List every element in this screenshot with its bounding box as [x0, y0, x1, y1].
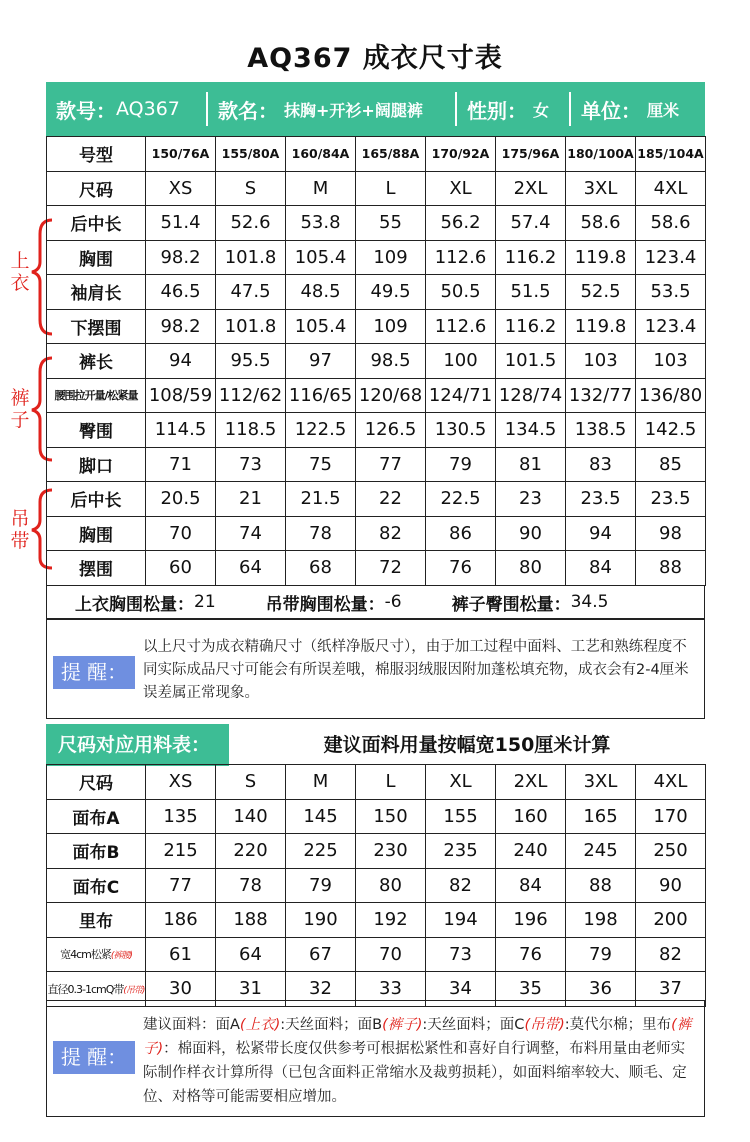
table-row [47, 413, 706, 448]
table-cell: 160 [496, 799, 566, 834]
gender-label: 性别： [467, 98, 527, 123]
gender-value: 女 [533, 100, 550, 120]
table-row [47, 206, 706, 241]
reminder-box-1 [46, 619, 705, 719]
table-cell: 2XL [496, 765, 566, 800]
table-cell: 108/59 [146, 378, 216, 413]
table-cell: 52.5 [566, 275, 636, 310]
table-cell: 98.2 [146, 309, 216, 344]
table-cell: S [216, 765, 286, 800]
table-cell: 88 [636, 551, 706, 586]
table-cell: 70 [356, 937, 426, 972]
row-label-note: (裤腰) [110, 951, 132, 962]
unit-cell [571, 82, 703, 136]
table-cell: 120/68 [356, 378, 426, 413]
table-cell: 77 [146, 868, 216, 903]
table-cell: 23 [496, 482, 566, 517]
table-cell: 34 [426, 972, 496, 1007]
table-cell: 192 [356, 903, 426, 938]
table-cell: 245 [566, 834, 636, 869]
row-label: 胸围 [47, 240, 146, 275]
style-no-value: AQ367 [116, 98, 180, 120]
table-cell: 116/65 [286, 378, 356, 413]
table-cell: 58.6 [566, 206, 636, 241]
table-cell: 101.8 [216, 309, 286, 344]
ease-row [46, 585, 705, 619]
table-cell: 100 [426, 344, 496, 379]
table-cell: 53.5 [636, 275, 706, 310]
table-cell: 3XL [566, 171, 636, 206]
table-cell: 82 [636, 937, 706, 972]
table-cell: S [216, 171, 286, 206]
table-cell: 78 [286, 516, 356, 551]
table-cell: 23.5 [566, 482, 636, 517]
ease-top-value: 21 [194, 592, 216, 612]
fabric-table [46, 764, 706, 1007]
table-cell: 83 [566, 447, 636, 482]
table-cell: 112.6 [426, 240, 496, 275]
table-cell: 124/71 [426, 378, 496, 413]
table-cell: 57.4 [496, 206, 566, 241]
table-cell: 53.8 [286, 206, 356, 241]
table-cell: 150 [356, 799, 426, 834]
side-label-top: 上衣 [10, 250, 30, 294]
table-cell: 105.4 [286, 309, 356, 344]
table-cell: 103 [566, 344, 636, 379]
note-red: (上衣) [239, 1017, 281, 1033]
ease-top-label: 上衣胸围松量： [75, 594, 194, 615]
table-cell: 4XL [636, 765, 706, 800]
table-cell: M [286, 765, 356, 800]
table-cell: 82 [356, 516, 426, 551]
table-cell: 51.5 [496, 275, 566, 310]
table-cell: 68 [286, 551, 356, 586]
table-cell: 160/84A [286, 137, 356, 172]
note-part: 建议面料：面A [143, 1017, 240, 1033]
table-cell: 130.5 [426, 413, 496, 448]
ease-pants-value: 34.5 [570, 592, 609, 612]
row-label: 尺码 [47, 765, 146, 800]
table-cell: 84 [496, 868, 566, 903]
table-cell: 74 [216, 516, 286, 551]
table-cell: 90 [636, 868, 706, 903]
row-label [47, 868, 146, 903]
row-label: 后中长 [47, 482, 146, 517]
table-row [47, 240, 706, 275]
table-cell: 79 [426, 447, 496, 482]
ease-cami-label: 吊带胸围松量： [265, 594, 385, 615]
table-cell: 116.2 [496, 240, 566, 275]
table-cell: 75 [286, 447, 356, 482]
table-cell: 3XL [566, 765, 636, 800]
row-label-note: (吊带) [123, 985, 145, 996]
table-cell: 165/88A [356, 137, 426, 172]
table-row [47, 868, 706, 903]
table-cell: 140 [216, 799, 286, 834]
table-cell: 58.6 [636, 206, 706, 241]
row-label: 摆围 [47, 551, 146, 586]
table-cell: 186 [146, 903, 216, 938]
table-cell: 185/104A [636, 137, 706, 172]
table-cell: 2XL [496, 171, 566, 206]
table-cell: 35 [496, 972, 566, 1007]
row-label-text: 里布 [79, 912, 113, 933]
table-cell: 72 [356, 551, 426, 586]
table-row [47, 275, 706, 310]
table-cell: 155/80A [216, 137, 286, 172]
table-cell: 52.6 [216, 206, 286, 241]
row-label: 胸围 [47, 516, 146, 551]
note-part: ：棉面料，松紧带长度仅供参考可根据松紧性和喜好自行调整，布料用量由老师实际制作样衣计算所得（已包含面料正常缩水及裁剪损耗），如面料缩率较大、顺毛、定位、对格等可能需要相应增加。 [143, 1041, 687, 1105]
table-cell: 4XL [636, 171, 706, 206]
table-cell: 73 [216, 447, 286, 482]
table-row [47, 378, 706, 413]
table-cell: 60 [146, 551, 216, 586]
table-cell: 61 [146, 937, 216, 972]
side-label-cami: 吊带 [10, 508, 30, 552]
table-cell: 105.4 [286, 240, 356, 275]
row-label: 腰围拉开量/松紧量 [47, 378, 146, 413]
table-row [47, 551, 706, 586]
table-cell: 194 [426, 903, 496, 938]
name-label: 款名： [218, 98, 278, 123]
header-bar [46, 82, 705, 136]
table-row [47, 903, 706, 938]
table-cell: 132/77 [566, 378, 636, 413]
unit-value: 厘米 [647, 100, 680, 120]
table-row [47, 344, 706, 379]
table-cell: 123.4 [636, 309, 706, 344]
row-label: 臀围 [47, 413, 146, 448]
table-cell: 122.5 [286, 413, 356, 448]
fabric-header [46, 724, 705, 766]
table-cell: 64 [216, 551, 286, 586]
table-cell: XS [146, 171, 216, 206]
table-cell: 31 [216, 972, 286, 1007]
table-cell: 98.2 [146, 240, 216, 275]
fabric-header-right: 建议面料用量按幅宽150厘米计算 [323, 734, 611, 756]
table-cell: 119.8 [566, 240, 636, 275]
table-cell: 70 [146, 516, 216, 551]
table-cell: 112/62 [216, 378, 286, 413]
table-cell: 49.5 [356, 275, 426, 310]
table-cell: 85 [636, 447, 706, 482]
table-row [47, 937, 706, 972]
table-cell: M [286, 171, 356, 206]
table-cell: 118.5 [216, 413, 286, 448]
table-row [47, 834, 706, 869]
table-cell: 109 [356, 309, 426, 344]
table-cell: 51.4 [146, 206, 216, 241]
table-cell: 81 [496, 447, 566, 482]
table-cell: 76 [426, 551, 496, 586]
note-part: :莫代尔棉；里布 [564, 1017, 672, 1033]
row-label: 下摆围 [47, 309, 146, 344]
table-cell: 165 [566, 799, 636, 834]
table-cell: 101.8 [216, 240, 286, 275]
table-cell: 79 [566, 937, 636, 972]
table-cell: XL [426, 171, 496, 206]
table-cell: 80 [356, 868, 426, 903]
table-row [47, 447, 706, 482]
table-cell: 32 [286, 972, 356, 1007]
table-row [47, 309, 706, 344]
table-cell: 170/92A [426, 137, 496, 172]
table-cell: 23.5 [636, 482, 706, 517]
row-label-text: 面布C [72, 877, 120, 898]
fabric-header-left: 尺码对应用料表： [46, 724, 229, 766]
table-cell: 188 [216, 903, 286, 938]
table-cell: 114.5 [146, 413, 216, 448]
table-cell: 126.5 [356, 413, 426, 448]
table-row [47, 171, 706, 206]
side-label-pants: 裤子 [10, 387, 30, 431]
reminder-box-2 [46, 1000, 705, 1117]
table-cell: 215 [146, 834, 216, 869]
table-cell: 101.5 [496, 344, 566, 379]
row-label-text: 面布B [72, 843, 120, 864]
row-label: 裤长 [47, 344, 146, 379]
table-cell: 20.5 [146, 482, 216, 517]
table-cell: 33 [356, 972, 426, 1007]
table-cell: 190 [286, 903, 356, 938]
table-cell: 48.5 [286, 275, 356, 310]
table-cell: 21 [216, 482, 286, 517]
table-cell: 97 [286, 344, 356, 379]
table-cell: 128/74 [496, 378, 566, 413]
table-cell: 55 [356, 206, 426, 241]
table-cell: 134.5 [496, 413, 566, 448]
table-cell: 84 [566, 551, 636, 586]
table-cell: L [356, 765, 426, 800]
row-label [47, 799, 146, 834]
table-cell: 225 [286, 834, 356, 869]
table-cell: 220 [216, 834, 286, 869]
ease-pants-label: 裤子臀围松量： [451, 594, 571, 615]
table-cell: 119.8 [566, 309, 636, 344]
table-cell: 21.5 [286, 482, 356, 517]
row-label [47, 903, 146, 938]
table-cell: 88 [566, 868, 636, 903]
row-label-text: 面布A [72, 808, 120, 829]
row-label: 后中长 [47, 206, 146, 241]
table-cell: 78 [216, 868, 286, 903]
table-cell: 98 [636, 516, 706, 551]
table-cell: 116.2 [496, 309, 566, 344]
reminder-badge-1: 提 醒： [53, 656, 135, 689]
table-cell: 22.5 [426, 482, 496, 517]
table-cell: 155 [426, 799, 496, 834]
name-value: 抹胸+开衫+阔腿裤 [284, 100, 423, 120]
table-cell: 94 [566, 516, 636, 551]
reminder-text-2 [143, 1013, 699, 1109]
note-red: (裤子) [143, 1017, 692, 1057]
table-cell: 80 [496, 551, 566, 586]
note-red: (裤子) [382, 1017, 423, 1033]
ease-cami-value: -6 [384, 592, 402, 612]
table-cell: 56.2 [426, 206, 496, 241]
table-cell: 200 [636, 903, 706, 938]
note-part: :天丝面料；面B [280, 1017, 383, 1033]
table-cell: 71 [146, 447, 216, 482]
gender-cell [457, 82, 569, 136]
row-label [47, 834, 146, 869]
note-red: (吊带) [524, 1017, 565, 1033]
size-table [46, 136, 706, 586]
table-cell: 67 [286, 937, 356, 972]
table-cell: 77 [356, 447, 426, 482]
row-label: 袖肩长 [47, 275, 146, 310]
table-row [47, 799, 706, 834]
table-cell: 98.5 [356, 344, 426, 379]
table-cell: 30 [146, 972, 216, 1007]
table-cell: 138.5 [566, 413, 636, 448]
table-cell: 64 [216, 937, 286, 972]
table-cell: 196 [496, 903, 566, 938]
table-cell: 46.5 [146, 275, 216, 310]
table-cell: 50.5 [426, 275, 496, 310]
table-row [47, 482, 706, 517]
table-cell: XL [426, 765, 496, 800]
page-title: AQ367 成衣尺寸表 [247, 43, 503, 74]
table-cell: 198 [566, 903, 636, 938]
table-row [47, 516, 706, 551]
row-label [47, 937, 146, 972]
row-label: 尺码 [47, 171, 146, 206]
name-cell [208, 82, 455, 136]
table-cell: 175/96A [496, 137, 566, 172]
table-cell: 94 [146, 344, 216, 379]
table-cell: 136/80 [636, 378, 706, 413]
row-label: 号型 [47, 137, 146, 172]
table-cell: 112.6 [426, 309, 496, 344]
table-cell: 76 [496, 937, 566, 972]
row-label-text: 直径0.3-1cmQ带 [47, 982, 124, 996]
table-cell: 103 [636, 344, 706, 379]
table-cell: 235 [426, 834, 496, 869]
table-cell: 95.5 [216, 344, 286, 379]
table-row [47, 137, 706, 172]
row-label-text: 宽4cm松紧 [60, 948, 111, 962]
table-cell: 240 [496, 834, 566, 869]
table-row [47, 765, 706, 800]
table-cell: 37 [636, 972, 706, 1007]
table-cell: 79 [286, 868, 356, 903]
note-part: :天丝面料；面C [422, 1017, 525, 1033]
reminder-text-1: 以上尺寸为成衣精确尺寸（纸样净版尺寸），由于加工过程中面料、工艺和熟练程度不同实际成品尺寸可能会有所误差哦，棉服羽绒服因附加蓬松填充物，成衣会有2-4厘米误差属正常现象。 [143, 639, 689, 701]
table-cell: 150/76A [146, 137, 216, 172]
table-cell: 82 [426, 868, 496, 903]
unit-label: 单位： [581, 98, 641, 123]
reminder-badge-2: 提 醒： [53, 1041, 135, 1074]
table-cell: 22 [356, 482, 426, 517]
row-label: 脚口 [47, 447, 146, 482]
table-cell: 90 [496, 516, 566, 551]
table-cell: 73 [426, 937, 496, 972]
table-cell: 109 [356, 240, 426, 275]
table-cell: 145 [286, 799, 356, 834]
table-cell: XS [146, 765, 216, 800]
table-cell: 47.5 [216, 275, 286, 310]
table-cell: 135 [146, 799, 216, 834]
table-cell: 142.5 [636, 413, 706, 448]
table-cell: 250 [636, 834, 706, 869]
table-cell: 180/100A [566, 137, 636, 172]
table-cell: 230 [356, 834, 426, 869]
table-cell: 86 [426, 516, 496, 551]
table-cell: L [356, 171, 426, 206]
table-cell: 36 [566, 972, 636, 1007]
table-cell: 170 [636, 799, 706, 834]
style-no-cell [46, 82, 206, 136]
table-cell: 123.4 [636, 240, 706, 275]
style-no-label: 款号： [56, 98, 116, 123]
